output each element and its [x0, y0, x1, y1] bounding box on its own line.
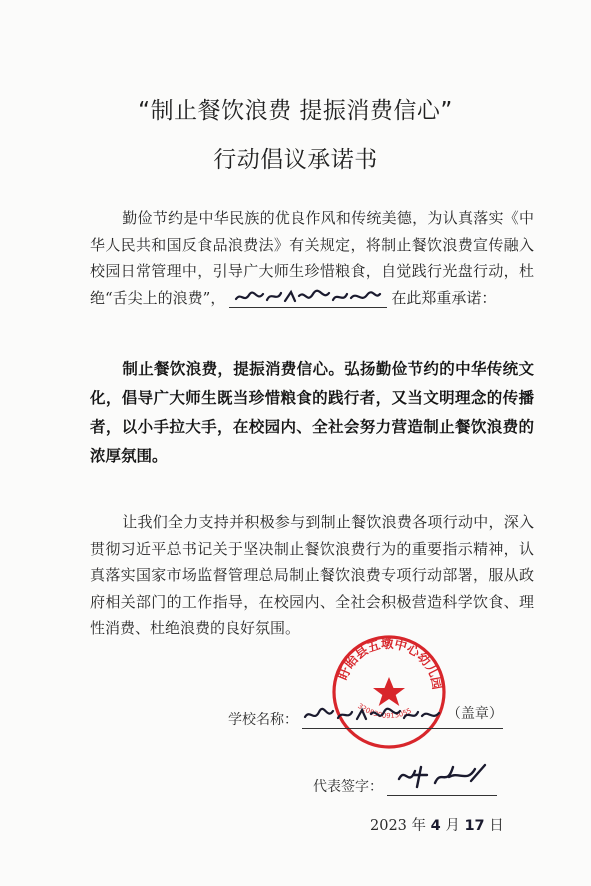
date-field [370, 814, 504, 835]
paragraph-commitment-text: 制止餐饮浪费，提振消费信心。弘扬勤俭节约的中华传统文化，倡导广大师生既当珍惜粮食的践行者，又当文明理念的传播者，以小手拉大手，在校园内、全社会努力营造制止餐饮浪费的浓厚氛围。 [90, 360, 534, 465]
handwriting-scribble [233, 288, 383, 306]
representative-signature-line [387, 761, 497, 796]
representative-label: 代表签字： [313, 779, 383, 795]
paragraph-call-to-action [90, 509, 534, 642]
document-title-line2: 行动倡议承诺书 [213, 147, 378, 173]
document-title-line1: “制止餐饮浪费 提振消费信心” [138, 98, 453, 124]
school-name-handwritten [302, 706, 442, 728]
paragraph-intro [90, 205, 534, 311]
official-seal [330, 633, 448, 751]
representative-signature [387, 761, 497, 795]
paragraph-intro-tail: 在此郑重承诺： [391, 288, 497, 307]
seal-note: （盖章） [446, 706, 503, 722]
paragraph-intro-text: 勤俭节约是中华民族的优良作风和传统美德，为认真落实《中华人民共和国反食品浪费法》有关规定，将制止餐饮浪费宣传融入校园日常管理中，引导广大师生珍惜粮食，自觉践行光盘行动，杜绝“舌尖上的浪费”， [90, 209, 534, 307]
school-name-label: 学校名称： [228, 712, 298, 728]
seal-star-icon [373, 677, 405, 706]
date-day-unit: 日 [484, 818, 504, 834]
seal-text-arc: 盱眙县五墩中心幼儿园 [334, 635, 446, 691]
handwritten-school-name-inline [229, 288, 387, 308]
date-month: 4 [430, 818, 441, 834]
paragraph-call-to-action-text: 让我们全力支持并积极参与到制止餐饮浪费各项行动中，深入贯彻习近平总书记关于坚决制止餐饮浪费行为的重要指示精神，认真落实国家市场监督管理总局制止餐饮浪费专项行动部署，服从政府相关部门的工作指导，在校园内、全社会积极营造科学饮食、理性消费、杜绝浪费的良好氛围。 [90, 513, 534, 637]
date-day: 17 [464, 818, 485, 834]
representative-signature-field [313, 761, 497, 796]
date-year: 2023 年 [370, 818, 431, 834]
school-name-field [228, 703, 503, 729]
paragraph-commitment [90, 355, 534, 471]
date-month-unit: 月 [440, 818, 465, 834]
seal-code-text: 3208300913055 [356, 701, 413, 721]
school-name-line [302, 703, 502, 729]
